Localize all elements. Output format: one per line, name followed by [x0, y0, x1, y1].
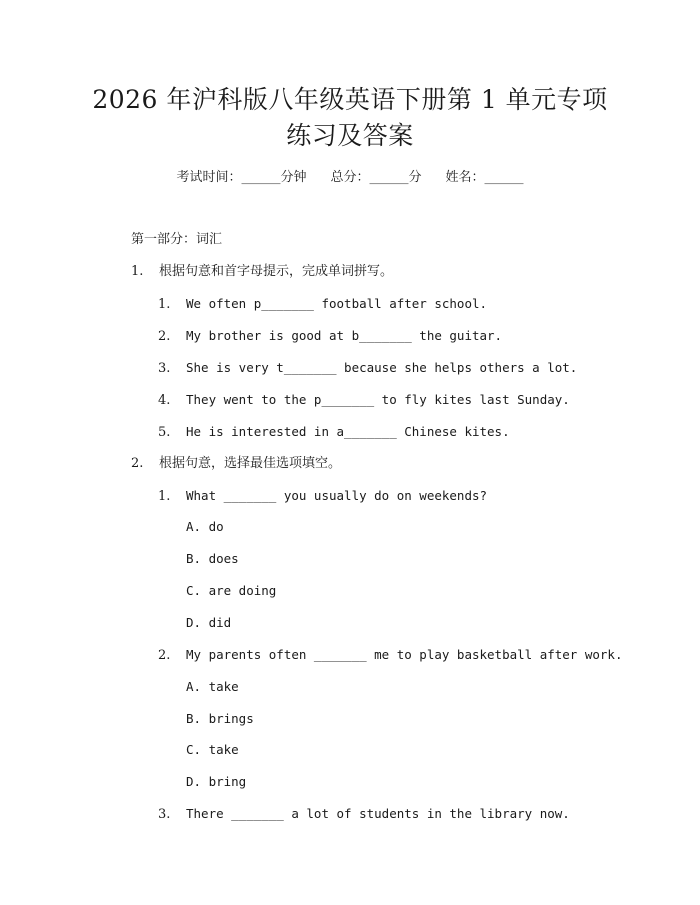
question-number: 3.: [158, 807, 171, 822]
answer-option: D. did: [186, 615, 232, 630]
question-number: 1.: [158, 297, 171, 312]
section-instruction-text: 根据句意和首字母提示，完成单词拼写。: [159, 264, 394, 279]
question-item: [158, 422, 510, 443]
answer-option: C. take: [186, 742, 239, 757]
answer-option: D. bring: [186, 774, 247, 789]
question-item: [158, 804, 570, 825]
question-text: My brother is good at b_______ the guitar.: [186, 328, 503, 343]
student-name-field: 姓名：______: [445, 170, 524, 185]
question-text: We often p_______ football after school.: [186, 296, 488, 311]
section-instruction-text: 根据句意，选择最佳选项填空。: [159, 456, 342, 471]
total-score-field: 总分：______分: [330, 170, 422, 185]
answer-option: B. does: [186, 551, 239, 566]
section-number: 1.: [131, 264, 144, 279]
question-item: [158, 358, 577, 379]
question-number: 1.: [158, 489, 171, 504]
part-heading: 第一部分：词汇: [131, 232, 223, 247]
question-item: [158, 486, 487, 507]
answer-option: C. are doing: [186, 583, 277, 598]
exam-info: [0, 168, 700, 188]
exam-time-field: 考试时间：______分钟: [176, 170, 307, 185]
section-instruction: [131, 262, 393, 282]
question-number: 4.: [158, 393, 171, 408]
answer-option: B. brings: [186, 711, 254, 726]
question-number: 2.: [158, 329, 171, 344]
answer-option: A. take: [186, 679, 239, 694]
document-title-line-1: 2026 年沪科版八年级英语下册第 1 单元专项: [92, 85, 608, 114]
question-item: [158, 326, 502, 347]
question-text: They went to the p_______ to fly kites last Sunday.: [186, 392, 570, 407]
question-item: [158, 294, 487, 315]
section-number: 2.: [131, 456, 144, 471]
question-text: My parents often _______ me to play basketball after work.: [186, 647, 623, 662]
question-item: [158, 390, 570, 411]
question-item: [158, 645, 623, 666]
question-text: What _______ you usually do on weekends?: [186, 488, 488, 503]
document-title-line-2: 练习及答案: [286, 121, 414, 150]
question-text: She is very t_______ because she helps others a lot.: [186, 360, 578, 375]
question-number: 2.: [158, 648, 171, 663]
question-text: There _______ a lot of students in the library now.: [186, 806, 570, 821]
section-instruction: [131, 454, 341, 474]
question-number: 3.: [158, 361, 171, 376]
question-text: He is interested in a_______ Chinese kites.: [186, 424, 510, 439]
answer-option: A. do: [186, 519, 224, 534]
question-number: 5.: [158, 425, 171, 440]
